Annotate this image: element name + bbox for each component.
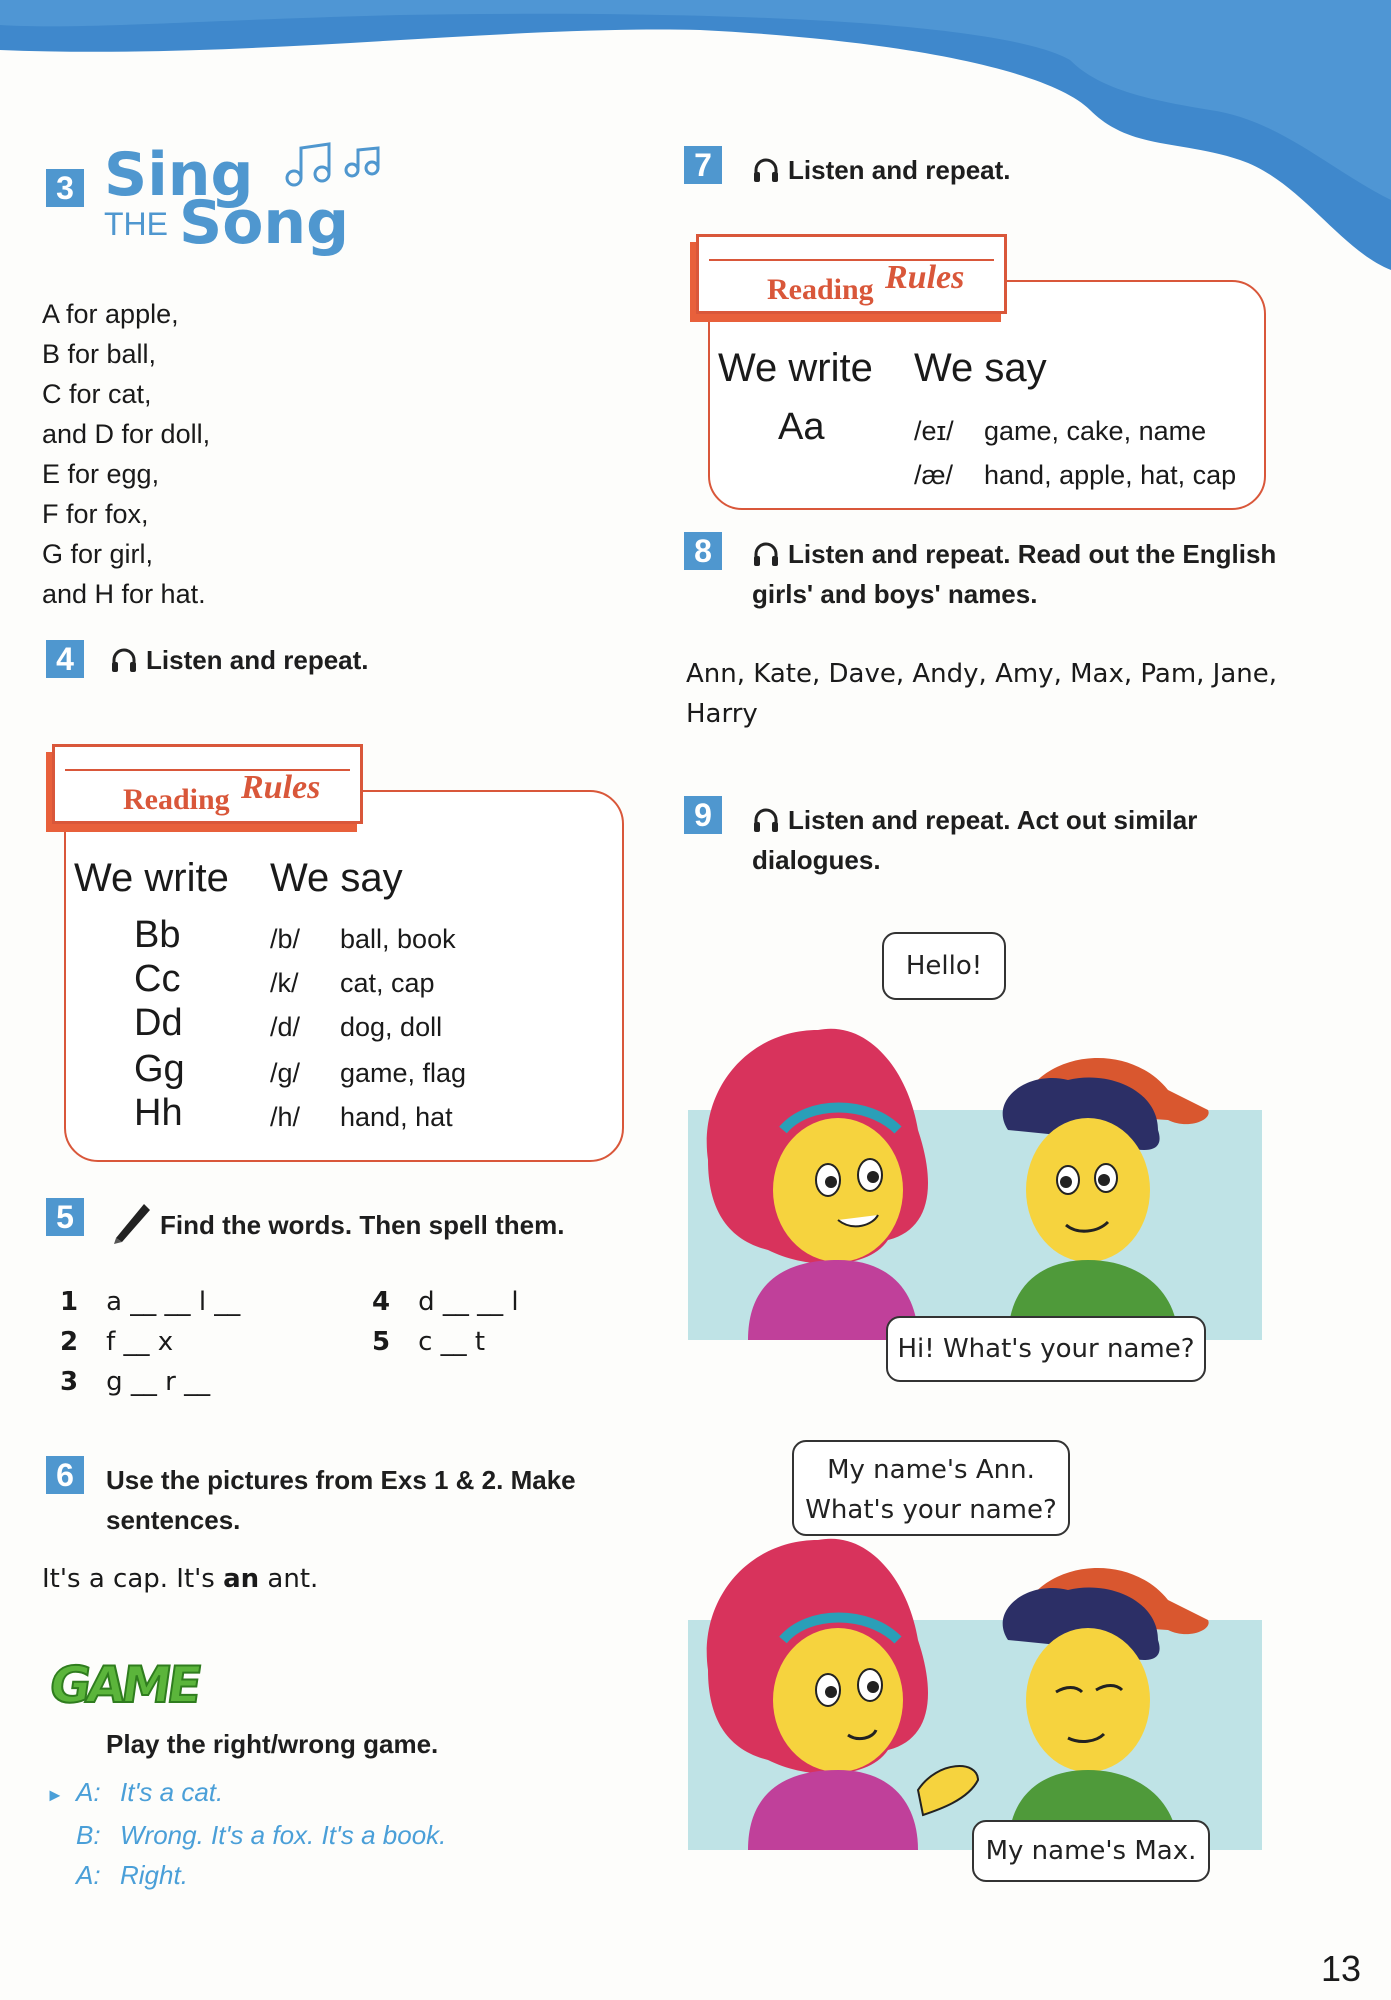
instruction-text: Listen and repeat. Read out the English bbox=[788, 539, 1277, 569]
speech-bubble-hello: Hello! bbox=[882, 932, 1006, 1000]
instruction-line: girls' and boys' names. bbox=[752, 579, 1038, 609]
bubble-line: What's your name? bbox=[805, 1495, 1057, 1525]
speaker-label: B: bbox=[76, 1820, 101, 1850]
rule-words: cat, cap bbox=[340, 968, 435, 998]
exercise-7-instruction bbox=[752, 150, 1011, 190]
instruction-text: Listen and repeat. Act out similar bbox=[788, 805, 1198, 835]
item-number: 5 bbox=[372, 1327, 391, 1357]
boy-face bbox=[1026, 1118, 1150, 1262]
speaker-label: A: bbox=[76, 1860, 101, 1890]
dialog-line bbox=[46, 1855, 446, 1895]
exercise-6-instruction bbox=[106, 1460, 576, 1540]
title-sing: Sing bbox=[104, 140, 254, 210]
rule-letter: Bb bbox=[134, 914, 181, 956]
headphones-icon bbox=[752, 541, 780, 567]
exercise-8-instruction bbox=[752, 534, 1276, 614]
song-line: and H for hat. bbox=[42, 579, 206, 609]
sing-the-song-title bbox=[104, 140, 384, 260]
speech-bubble-whats-your-name: Hi! What's your name? bbox=[886, 1316, 1206, 1382]
item-text: d __ __ l bbox=[418, 1287, 519, 1317]
exercise-number-6: 6 bbox=[46, 1456, 84, 1494]
rule-sound: /k/ bbox=[270, 968, 299, 998]
reading-rules-tab-ex7 bbox=[696, 234, 1007, 314]
headphones-icon bbox=[110, 647, 138, 673]
dialog-text: Wrong. It's a fox. It's a book. bbox=[120, 1820, 447, 1850]
dialogue-illustration-2 bbox=[688, 1530, 1262, 1850]
we-write-header: We write bbox=[74, 856, 229, 900]
example-sentence bbox=[42, 1564, 318, 1594]
exercise-number-5: 5 bbox=[46, 1198, 84, 1236]
item-number: 4 bbox=[372, 1287, 391, 1317]
rule-words: hand, hat bbox=[340, 1102, 453, 1132]
speech-bubble-my-name-max: My name's Max. bbox=[972, 1820, 1210, 1882]
item-text: f __ x bbox=[106, 1327, 174, 1357]
song-lyrics bbox=[42, 294, 210, 614]
we-say-header: We say bbox=[270, 856, 403, 900]
rule-letter: Aa bbox=[778, 406, 825, 448]
rule-letter: Hh bbox=[134, 1092, 183, 1134]
exercise-number-4: 4 bbox=[46, 640, 84, 678]
example-bold: an bbox=[223, 1564, 260, 1594]
game-instruction: Play the right/wrong game. bbox=[106, 1729, 439, 1759]
item-text: g __ r __ bbox=[106, 1367, 211, 1397]
we-say-header: We say bbox=[914, 346, 1047, 390]
item-text: a __ __ l __ bbox=[106, 1287, 241, 1317]
title-the: THE bbox=[104, 206, 168, 242]
names-line: Harry bbox=[686, 699, 758, 729]
instruction-line: dialogues. bbox=[752, 845, 881, 875]
instruction-line: sentences. bbox=[106, 1505, 241, 1535]
list-item bbox=[60, 1282, 380, 1322]
rule-letter: Gg bbox=[134, 1048, 185, 1090]
boy-face bbox=[1026, 1628, 1150, 1772]
list-item bbox=[372, 1322, 572, 1362]
names-line: Ann, Kate, Dave, Andy, Amy, Max, Pam, Jane, bbox=[686, 659, 1278, 689]
we-write-header: We write bbox=[718, 346, 873, 390]
rule-words: hand, apple, hat, cap bbox=[984, 460, 1237, 490]
names-list bbox=[686, 654, 1277, 734]
example-text: ant. bbox=[259, 1564, 319, 1594]
item-number: 3 bbox=[60, 1367, 79, 1397]
page-number: 13 bbox=[1320, 1948, 1361, 1989]
title-song: Song bbox=[179, 188, 350, 258]
reading-label: Reading bbox=[123, 783, 230, 816]
dialogue-illustration-1 bbox=[688, 1010, 1262, 1340]
item-number: 2 bbox=[60, 1327, 79, 1357]
headphones-icon bbox=[752, 157, 780, 183]
instruction-text: Listen and repeat. bbox=[146, 645, 369, 675]
rule-sound: /d/ bbox=[270, 1012, 301, 1042]
list-item bbox=[60, 1362, 380, 1402]
dialog-line: ► A: It's a cat. bbox=[46, 1772, 446, 1815]
bubble-line: My name's Ann. bbox=[827, 1455, 1035, 1485]
reading-label: Reading bbox=[767, 273, 874, 306]
rule-words: game, cake, name bbox=[984, 416, 1207, 446]
list-item bbox=[60, 1322, 380, 1362]
rule-words: dog, doll bbox=[340, 1012, 443, 1042]
song-line: F for fox, bbox=[42, 499, 149, 529]
rule-words: game, flag bbox=[340, 1058, 467, 1088]
rules-label: Rules bbox=[885, 259, 965, 296]
dialog-text: Right. bbox=[120, 1860, 188, 1890]
song-line: G for girl, bbox=[42, 539, 154, 569]
list-item bbox=[372, 1282, 572, 1322]
speech-bubble-my-name-ann bbox=[792, 1440, 1070, 1536]
exercise-4-instruction bbox=[110, 640, 369, 680]
rule-sound: /æ/ bbox=[914, 460, 954, 490]
exercise-number-7: 7 bbox=[684, 146, 722, 184]
item-text: c __ t bbox=[418, 1327, 486, 1357]
item-number: 1 bbox=[60, 1287, 79, 1317]
exercise-9-instruction bbox=[752, 800, 1197, 880]
dialog-text: It's a cat. bbox=[120, 1777, 224, 1807]
example-text: It's a cap. It's bbox=[42, 1564, 224, 1594]
rule-letter: Cc bbox=[134, 958, 181, 1000]
rule-sound: /eɪ/ bbox=[914, 416, 954, 446]
headphones-icon bbox=[752, 807, 780, 833]
rule-letter: Dd bbox=[134, 1002, 183, 1044]
instruction-text: Find the words. Then spell them. bbox=[160, 1210, 565, 1240]
pen-icon bbox=[110, 1198, 152, 1244]
game-dialog bbox=[46, 1772, 446, 1895]
song-line: E for egg, bbox=[42, 459, 160, 489]
exercise-number-8: 8 bbox=[684, 532, 722, 570]
song-line: C for cat, bbox=[42, 379, 152, 409]
exercise-5-instruction bbox=[110, 1198, 564, 1245]
instruction-text: Listen and repeat. bbox=[788, 155, 1011, 185]
game-logo: GAME bbox=[45, 1656, 202, 1714]
music-notes-icon bbox=[274, 140, 384, 190]
dialog-line bbox=[46, 1815, 446, 1855]
reading-rules-tab-ex4 bbox=[52, 744, 363, 824]
rule-sound: /g/ bbox=[270, 1058, 301, 1088]
instruction-line: Use the pictures from Exs 1 & 2. Make bbox=[106, 1465, 576, 1495]
exercise-number-9: 9 bbox=[684, 796, 722, 834]
speaker-label: A: bbox=[76, 1777, 101, 1807]
song-line: A for apple, bbox=[42, 299, 179, 329]
song-line: B for ball, bbox=[42, 339, 157, 369]
rule-sound: /h/ bbox=[270, 1102, 301, 1132]
rule-sound: /b/ bbox=[270, 924, 301, 954]
rule-words: ball, book bbox=[340, 924, 456, 954]
exercise-number-3: 3 bbox=[46, 169, 84, 207]
rules-label: Rules bbox=[241, 769, 321, 806]
song-line: and D for doll, bbox=[42, 419, 211, 449]
